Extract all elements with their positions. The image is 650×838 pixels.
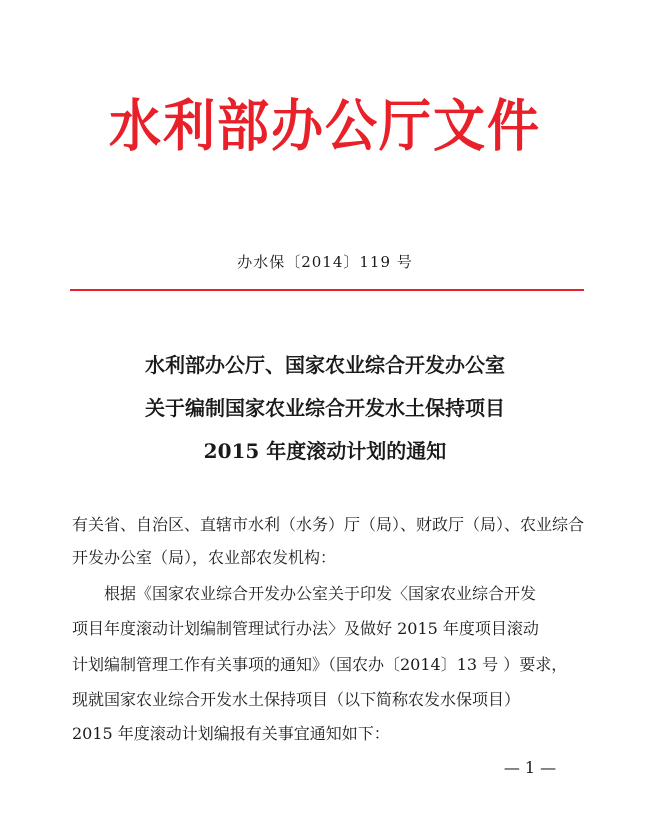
body-paragraph-line-5: 2015 年度滚动计划编报有关事宜通知如下： — [72, 724, 390, 743]
document-number: 办水保〔2014〕119 号 — [237, 253, 413, 271]
body-paragraph-line-4: 现就国家农业综合开发水土保持项目（以下简称农发水保项目） — [72, 690, 521, 709]
recipients-line-1: 有关省、自治区、直辖市水利（水务）厅（局）、财政厅（局）、农业综合 — [72, 515, 585, 534]
notice-title-line-1: 水利部办公厅、国家农业综合开发办公室 — [145, 353, 505, 377]
body-paragraph-line-2: 项目年度滚动计划编制管理试行办法〉及做好 2015 年度项目滚动 — [72, 619, 539, 638]
body-paragraph-line-1: 根据《国家农业综合开发办公室关于印发〈国家农业综合开发 — [104, 584, 537, 603]
page-number: — 1 — — [503, 758, 557, 777]
red-divider-line — [70, 289, 584, 291]
notice-title-line-3: 2015 年度滚动计划的通知 — [203, 439, 447, 463]
notice-title-line-2: 关于编制国家农业综合开发水土保持项目 — [145, 396, 505, 420]
recipients-line-2: 开发办公室（局），农业部农发机构： — [72, 548, 337, 567]
masthead-title: 水利部办公厅文件 — [108, 93, 541, 160]
body-paragraph-line-3: 计划编制管理工作有关事项的通知》（国农办〔2014〕13 号 ）要求， — [72, 655, 568, 674]
